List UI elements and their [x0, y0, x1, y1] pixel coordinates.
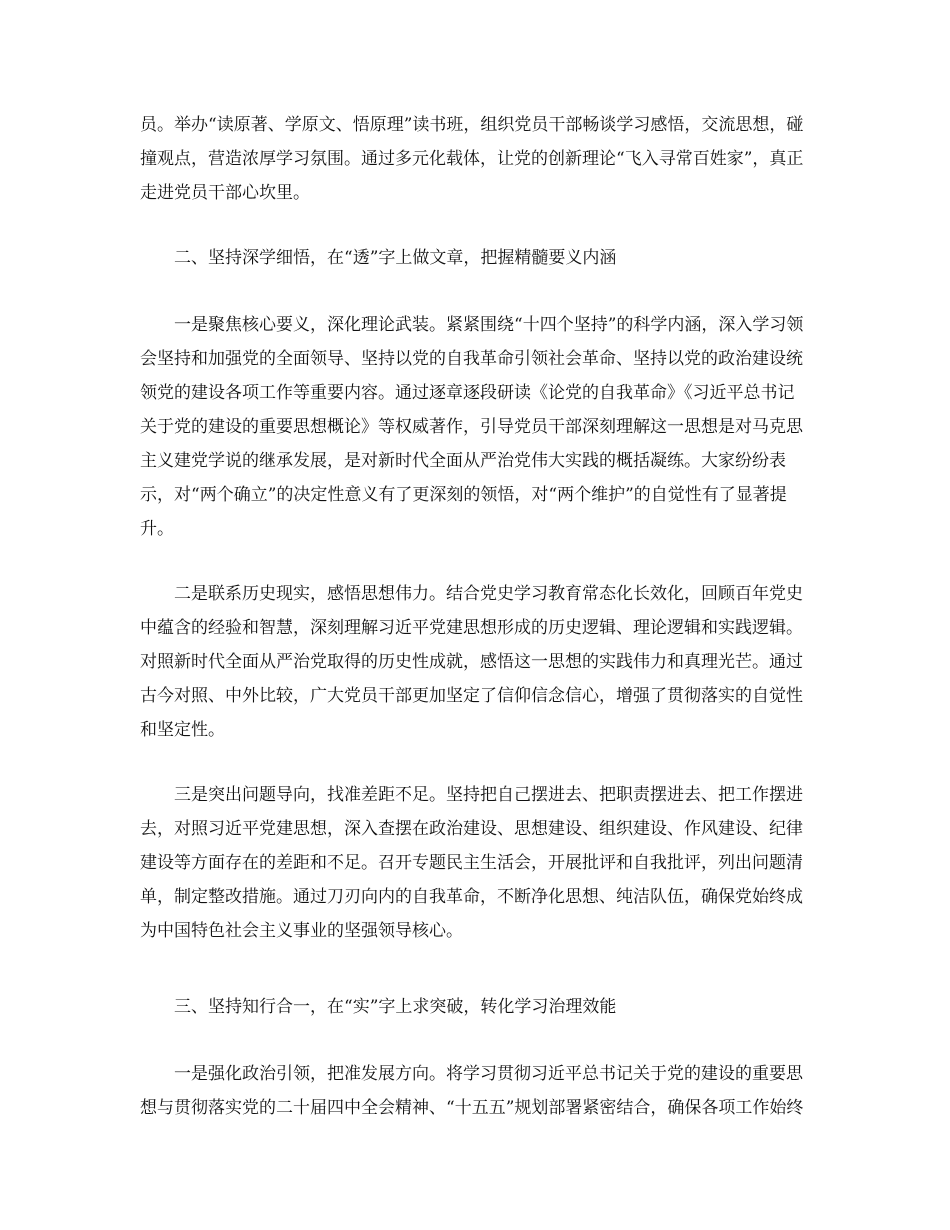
text-line: 为中国特色社会主义事业的坚强领导核心。: [140, 921, 463, 941]
text-line: 和坚定性。: [140, 720, 225, 740]
text-line: 二是联系历史现实，感悟思想伟力。结合党史学习教育常态化长效化，回顾百年党史: [174, 584, 803, 604]
text-line: 示，对“两个确立”的决定性意义有了更深刻的领悟，对“两个维护”的自觉性有了显著提: [140, 485, 787, 505]
text-line: 一是聚焦核心要义，深化理论武装。紧紧围绕“十四个坚持”的科学内涵，深入学习领: [174, 315, 804, 335]
text-line: 去，对照习近平党建思想，深入查摆在政治建设、思想建设、组织建设、作风建设、纪律: [140, 819, 803, 839]
paragraph-3-1: [140, 1057, 820, 1125]
text-line: 古今对照、中外比较，广大党员干部更加坚定了信仰信念信心，增强了贯彻落实的自觉性: [140, 686, 803, 706]
section-heading-2: [140, 241, 820, 275]
text-line: 会坚持和加强党的全面领导、坚持以党的自我革命引领社会革命、坚持以党的政治建设统: [140, 349, 803, 369]
text-line: 主义建党学说的继承发展，是对新时代全面从严治党伟大实践的概括凝练。大家纷纷表: [140, 451, 786, 471]
section-heading-3: [140, 990, 820, 1024]
paragraph-2-2: [140, 577, 820, 747]
paragraph-2-3: [140, 778, 820, 948]
text-line: 中蕴含的经验和智慧，深刻理解习近平党建思想形成的历史逻辑、理论逻辑和实践逻辑。: [140, 618, 803, 638]
paragraph-2-1: [140, 308, 820, 546]
text-line: 升。: [140, 519, 174, 539]
text-line: 单，制定整改措施。通过刀刃向内的自我革命，不断净化思想、纯洁队伍，确保党始终成: [140, 887, 803, 907]
text-line: 三是突出问题导向，找准差距不足。坚持把自己摆进去、把职责摆进去、把工作摆进: [174, 785, 803, 805]
text-line: 走进党员干部心坎里。: [140, 183, 310, 203]
text-line: 一是强化政治引领，把准发展方向。将学习贯彻习近平总书记关于党的建设的重要思: [174, 1064, 803, 1084]
text-line: 建设等方面存在的差距和不足。召开专题民主生活会，开展批评和自我批评，列出问题清: [140, 853, 803, 873]
heading-text: 二、坚持深学细悟，在“透”字上做文章，把握精髓要义内涵: [174, 248, 617, 268]
text-line: 对照新时代全面从严治党取得的历史性成就，感悟这一思想的实践伟力和真理光芒。通过: [140, 652, 803, 672]
heading-text: 三、坚持知行合一，在“实”字上求突破，转化学习治理效能: [174, 997, 617, 1017]
text-line: 员。举办“读原著、学原文、悟原理”读书班，组织党员干部畅谈学习感悟，交流思想，碰: [140, 115, 804, 135]
text-line: 关于党的建设的重要思想概论》等权威著作，引导党员干部深刻理解这一思想是对马克思: [140, 417, 803, 437]
paragraph-top: [140, 108, 820, 210]
text-line: 想与贯彻落实党的二十届四中全会精神、“十五五”规划部署紧密结合，确保各项工作始终: [140, 1098, 804, 1118]
text-line: 撞观点，营造浓厚学习氛围。通过多元化载体，让党的创新理论“飞入寻常百姓家”，真正: [140, 149, 804, 169]
text-line: 领党的建设各项工作等重要内容。通过逐章逐段研读《论党的自我革命》《习近平总书记: [140, 383, 795, 403]
